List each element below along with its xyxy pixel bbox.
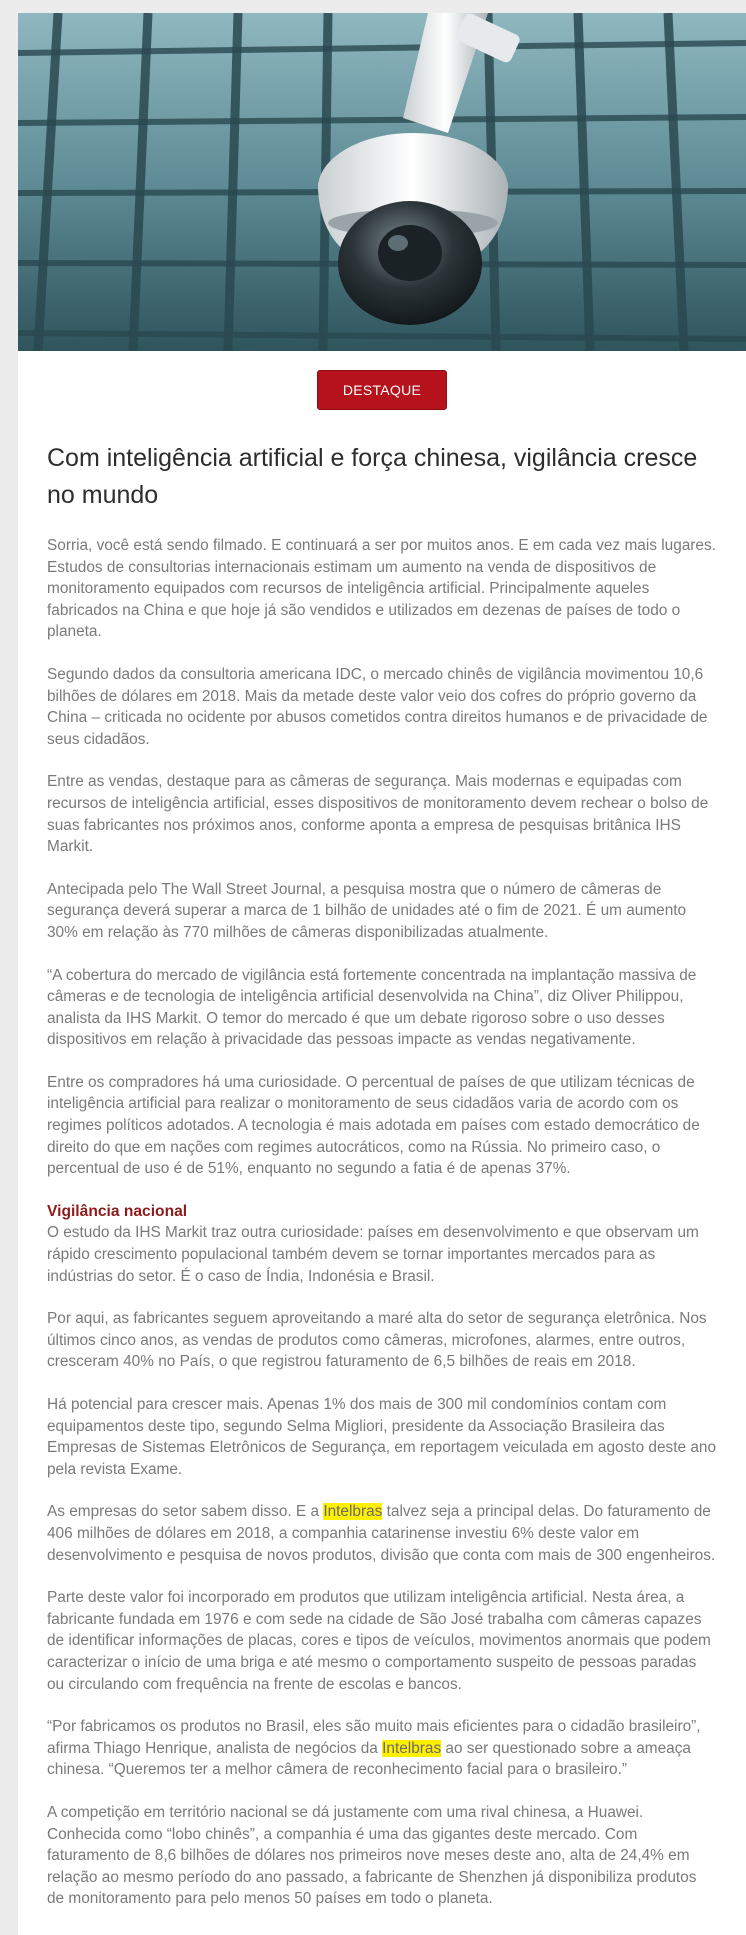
article-paragraph: Parte deste valor foi incorporado em produtos que utilizam inteligência artificial. Nesta área, a fabricante fundada em 1976 e com sede na cidade de São José trabalha com câmeras capazes de identificar informações de placas, cores e tipos de veículos, movimentos anormais que podem caracterizar o início de uma briga e até mesmo o comportamento suspeito de pessoas paradas ou circulando com frequência na frente de escolas e bancos. <box>47 1589 711 1693</box>
article-page <box>18 13 746 1935</box>
article-paragraph: Por aqui, as fabricantes seguem aproveitando a maré alta do setor de segurança eletrônica. Nos últimos cinco anos, as vendas de produtos como câmeras, microfones, alarmes, entre outros, cresceram 40% no País, o que registrou faturamento de 6,5 bilhões de reais em 2018. <box>47 1310 707 1371</box>
featured-badge[interactable]: DESTAQUE <box>317 370 447 410</box>
section-heading: Vigilância nacional <box>47 1202 188 1220</box>
article-paragraph <box>47 1716 717 1781</box>
highlighted-term: Intelbras <box>382 1739 442 1757</box>
article-paragraph: Há potencial para crescer mais. Apenas 1% dos mais de 300 mil condomínios contam com equipamentos deste tipo, segundo Selma Migliori, presidente da Associação Brasileira das Empresas de Sistemas Eletrônicos de Segurança, em reportagem veiculada em agosto deste ano pela revista Exame. <box>47 1396 717 1478</box>
article-paragraph: “A cobertura do mercado de vigilância está fortemente concentrada na implantação massiva de câmeras e de tecnologia de inteligência artificial desenvolvida na China”, diz Oliver Philippou, analista da IHS Markit. O temor do mercado é que um debate rigoroso sobre o uso desses dispositivos em relação à privacidade das pessoas impacte as vendas negativamente. <box>47 966 697 1049</box>
article-paragraph: Entre os compradores há uma curiosidade. O percentual de países de que utilizam técnicas de inteligência artificial para realizar o monitoramento de seus cidadãos varia de acordo com os regimes políticos adotados. A tecnologia é mais adotada em países com estado democrático de direito do que em nações com regimes autocráticos, como na Rússia. No primeiro caso, o percentual de uso é de 51%, enquanto no segundo a fatia é de apenas 37%. <box>47 1073 700 1178</box>
paragraph-text: ao ser questionado sobre a ameaça chinesa. “Queremos ter a melhor câmera de reconhecimento facial para o brasileiro.” <box>47 1739 691 1779</box>
article-title: Com inteligência artificial e força chinesa, vigilância cresce no mundo <box>47 444 698 509</box>
article-paragraph: Antecipada pelo The Wall Street Journal, a pesquisa mostra que o número de câmeras de segurança deverá superar a marca de 1 bilhão de unidades até o fim de 2021. É um aumento 30% em relação às 770 milhões de câmeras disponibilizadas atualmente. <box>47 880 687 941</box>
article-paragraph: Sorria, você está sendo filmado. E continuará a ser por muitos anos. E em cada vez mais lugares. Estudos de consultorias internacionais estimam um aumento na venda de dispositivos de monitoramento equipados com recursos de inteligência artificial. Principalmente aqueles fabricados na China e que hoje já são vendidos e utilizados em dezenas de países de todo o planeta. <box>47 537 716 641</box>
hero-image <box>18 13 746 351</box>
article-paragraph <box>47 1501 717 1566</box>
paragraph-text: “Por fabricamos os produtos no Brasil, eles são muito mais eficientes para o cidadão brasileiro”, afirma Thiago Henrique, analista de negócios da <box>47 1718 701 1757</box>
article-body <box>18 410 717 1910</box>
paragraph-text: As empresas do setor sabem disso. E a <box>47 1503 324 1521</box>
security-camera-photo <box>18 13 746 351</box>
highlighted-term: Intelbras <box>323 1503 383 1521</box>
article-paragraph: O estudo da IHS Markit traz outra curiosidade: países em desenvolvimento e que observam um rápido crescimento populacional também devem se tornar importantes mercados para as indústrias do setor. É o caso de Índia, Indonésia e Brasil. <box>47 1224 699 1285</box>
article-paragraph: Segundo dados da consultoria americana IDC, o mercado chinês de vigilância movimentou 10,6 bilhões de dólares em 2018. Mais da metade deste valor veio dos cofres do próprio governo da China – criticada no ocidente por abusos cometidos contra direitos humanos e de privacidade de seus cidadãos. <box>47 665 708 748</box>
article-paragraph: A competição em território nacional se dá justamente com uma rival chinesa, a Huawei. Conhecida como “lobo chinês”, a companhia é uma das gigantes deste mercado. Com faturamento de 8,6 bilhões de dólares nos primeiros nove meses deste ano, alta de 24,4% em relação ao mesmo período do ano passado, a fabricante de Shenzhen já disponibiliza produtos de monitoramento para pelo menos 50 países em todo o planeta. <box>47 1803 697 1908</box>
badge-wrap <box>18 370 746 410</box>
paragraph-text: talvez seja a principal delas. Do faturamento de 406 milhões de dólares em 2018, a companhia catarinense investiu 6% deste valor em desenvolvimento e pesquisa de novos produtos, divisão que conta com mais de 300 engenheiros. <box>47 1503 716 1564</box>
article-paragraph: Entre as vendas, destaque para as câmeras de segurança. Mais modernas e equipadas com recursos de inteligência artificial, esses dispositivos de monitoramento devem rechear o bolso de suas fabricantes nos próximos anos, conforme aponta a empresa de pesquisas britânica IHS Markit. <box>47 773 709 856</box>
